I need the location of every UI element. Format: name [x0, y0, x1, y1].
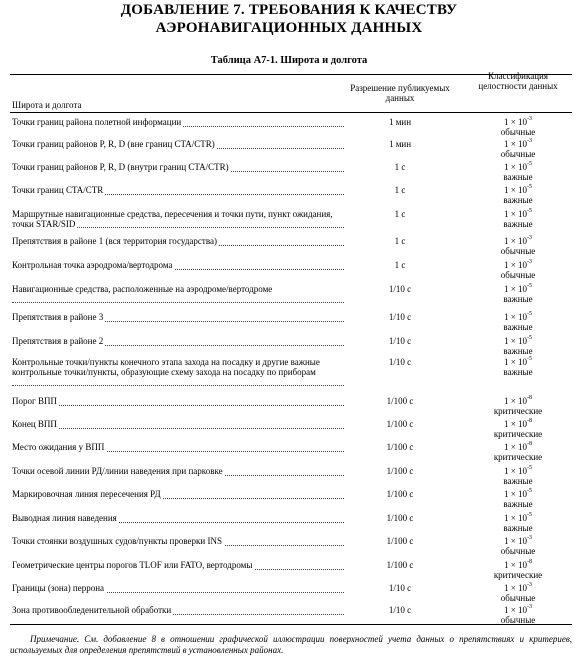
row-resolution: 1/10 с	[388, 605, 412, 615]
integrity-mantissa: 1 × 10	[503, 466, 528, 476]
integrity-exponent: -3	[527, 582, 533, 588]
row-name-cell	[12, 237, 344, 247]
row-resolution: 1/100 с	[386, 419, 414, 429]
integrity-exponent: -3	[527, 604, 533, 610]
row-classification	[464, 537, 572, 556]
row-resolution: 1 с	[394, 209, 406, 219]
row-name: Препятствия в районе 1 (вся территория государства)	[12, 236, 217, 246]
row-resolution: 1 с	[394, 260, 406, 270]
integrity-mantissa: 1 × 10	[503, 139, 528, 149]
row-classification	[464, 584, 572, 603]
row-resolution: 1/100 с	[386, 396, 414, 406]
row-classification	[464, 397, 572, 416]
integrity-category: важные	[503, 321, 533, 332]
row-name-cell	[12, 163, 344, 173]
row-classification	[464, 186, 572, 205]
table-header-rule	[10, 112, 572, 113]
integrity-mantissa: 1 × 10	[503, 284, 528, 294]
integrity-mantissa: 1 × 10	[503, 560, 528, 570]
integrity-category: важные	[503, 218, 533, 229]
integrity-exponent: -5	[527, 311, 533, 317]
row-classification	[464, 163, 572, 182]
row-name-cell	[12, 313, 344, 323]
row-resolution: 1 с	[394, 236, 406, 246]
integrity-mantissa: 1 × 10	[503, 419, 528, 429]
integrity-exponent: -5	[527, 161, 533, 167]
row-name: Точки осевой линии РД/линии наведения при парковке	[12, 466, 223, 476]
row-name: Границы (зона) перрона	[12, 583, 105, 593]
row-name-cell	[12, 210, 344, 229]
row-name: Точки стоянки воздушных судов/пункты проверки INS	[12, 536, 222, 546]
integrity-exponent: -5	[527, 335, 533, 341]
row-name-cell	[12, 140, 344, 150]
row-classification	[464, 237, 572, 256]
integrity-category: критические	[493, 428, 543, 439]
row-resolution: 1 мин	[388, 117, 412, 127]
row-classification	[464, 467, 572, 486]
row-name: Порог ВПП	[12, 396, 57, 406]
row-classification	[464, 337, 572, 356]
row-name: Точки границ района полетной информации	[12, 117, 182, 127]
row-name: Маркировочная линия пересечения РД	[12, 489, 161, 499]
column-header-name: Широта и долгота	[12, 100, 82, 110]
row-name-cell	[12, 514, 344, 524]
integrity-exponent: -5	[527, 356, 533, 362]
title-line-1: ДОБАВЛЕНИЕ 7. ТРЕБОВАНИЯ К КАЧЕСТВУ	[120, 2, 458, 18]
row-name-cell	[12, 337, 344, 347]
row-name: Точки границ районов P, R, D (вне границ CTA/CTR)	[12, 139, 215, 149]
integrity-exponent: -5	[527, 465, 533, 471]
row-resolution: 1/10 с	[388, 312, 412, 322]
integrity-exponent: -8	[527, 559, 533, 565]
row-classification	[464, 606, 572, 625]
column-header-resolution: Разрешение публикуемых данных	[350, 83, 450, 103]
integrity-category: обычные	[500, 592, 536, 603]
integrity-mantissa: 1 × 10	[503, 185, 528, 195]
row-name-cell	[12, 186, 344, 196]
integrity-category: критические	[493, 569, 543, 580]
row-classification	[464, 210, 572, 229]
row-classification	[464, 118, 572, 137]
row-name-cell	[12, 561, 344, 571]
integrity-exponent: -8	[527, 395, 533, 401]
row-classification	[464, 285, 572, 304]
integrity-category: важные	[503, 366, 533, 377]
integrity-exponent: -3	[527, 535, 533, 541]
integrity-exponent: -5	[527, 488, 533, 494]
integrity-mantissa: 1 × 10	[503, 536, 528, 546]
row-name-cell	[12, 261, 344, 271]
integrity-exponent: -5	[527, 283, 533, 289]
row-classification	[464, 514, 572, 533]
row-resolution: 1/100 с	[386, 513, 414, 523]
integrity-category: критические	[493, 405, 543, 416]
integrity-category: важные	[503, 522, 533, 533]
row-name-cell	[12, 285, 344, 295]
integrity-exponent: -3	[527, 235, 533, 241]
integrity-exponent: -8	[527, 441, 533, 447]
integrity-mantissa: 1 × 10	[503, 583, 528, 593]
row-name-cell	[12, 358, 344, 377]
integrity-mantissa: 1 × 10	[503, 336, 528, 346]
row-name: Выводная линия наведения	[12, 513, 117, 523]
row-classification	[464, 140, 572, 159]
dot-leader	[12, 385, 344, 386]
integrity-mantissa: 1 × 10	[503, 605, 528, 615]
integrity-exponent: -3	[527, 116, 533, 122]
row-name: Контрольные точки/пункты конечного этапа захода на посадку и другие важные контрольные точки/пункты, образующие схему захода на посадку по приборам	[12, 357, 320, 377]
integrity-mantissa: 1 × 10	[503, 117, 528, 127]
integrity-mantissa: 1 × 10	[503, 396, 528, 406]
row-name-cell	[12, 490, 344, 500]
row-name: Конец ВПП	[12, 419, 57, 429]
row-resolution: 1/100 с	[386, 536, 414, 546]
row-resolution: 1/100 с	[386, 560, 414, 570]
row-classification	[464, 358, 572, 377]
table-caption: Таблица А7-1. Широта и долгота	[210, 55, 368, 66]
row-name: Препятствия в районе 3	[12, 312, 104, 322]
integrity-mantissa: 1 × 10	[503, 357, 528, 367]
title-line-2: АЭРОНАВИГАЦИОННЫХ ДАННЫХ	[155, 20, 423, 36]
table-bottom-rule	[10, 624, 572, 625]
integrity-exponent: -5	[527, 184, 533, 190]
row-name-cell	[12, 537, 344, 547]
row-classification	[464, 443, 572, 462]
integrity-mantissa: 1 × 10	[503, 442, 528, 452]
dot-leader	[12, 428, 344, 429]
row-name: Геометрические центры порогов TLOF или FATO, вертодромы	[12, 560, 253, 570]
integrity-exponent: -8	[527, 418, 533, 424]
integrity-category: обычные	[500, 545, 536, 556]
row-resolution: 1/10 с	[388, 336, 412, 346]
row-name: Маршрутные навигационные средства, пересечения и точки пути, пункт ожидания, точки STAR/SID	[12, 209, 333, 229]
footnote: Примечание. См. добавление 8 в отношении графической иллюстрации поверхностей учета данных о препятствиях и критериев, используемых для определения препятствий в установленных районах.	[10, 634, 572, 655]
integrity-category: обычные	[500, 126, 536, 137]
integrity-mantissa: 1 × 10	[503, 513, 528, 523]
integrity-exponent: -3	[527, 138, 533, 144]
column-header-classification: Классификация целостности данных	[478, 71, 558, 91]
row-classification	[464, 420, 572, 439]
integrity-category: обычные	[500, 148, 536, 159]
row-name: Место ожидания у ВПП	[12, 442, 105, 452]
integrity-exponent: -5	[527, 512, 533, 518]
row-resolution: 1/10 с	[388, 583, 412, 593]
row-name: Препятствия в районе 2	[12, 336, 104, 346]
row-classification	[464, 490, 572, 509]
row-name-cell	[12, 397, 344, 407]
integrity-category: важные	[503, 345, 533, 356]
row-resolution: 1/10 с	[388, 357, 412, 367]
integrity-mantissa: 1 × 10	[503, 312, 528, 322]
document-title	[0, 1, 578, 37]
integrity-category: критические	[493, 451, 543, 462]
row-name-cell	[12, 118, 344, 128]
row-name: Точки границ районов P, R, D (внутри границ CTA/CTR)	[12, 162, 229, 172]
row-name-cell	[12, 467, 344, 477]
integrity-category: важные	[503, 498, 533, 509]
row-resolution: 1 мин	[388, 139, 412, 149]
integrity-mantissa: 1 × 10	[503, 209, 528, 219]
integrity-category: важные	[503, 475, 533, 486]
row-resolution: 1/100 с	[386, 466, 414, 476]
row-name: Навигационные средства, расположенные на аэродроме/вертодроме	[12, 284, 273, 294]
row-name-cell	[12, 584, 344, 594]
row-name: Точки границ CTA/CTR	[12, 185, 104, 195]
row-name-cell	[12, 606, 344, 616]
row-resolution: 1 с	[394, 162, 406, 172]
integrity-mantissa: 1 × 10	[503, 260, 528, 270]
integrity-category: важные	[503, 293, 533, 304]
row-classification	[464, 261, 572, 280]
row-name: Контрольная точка аэродрома/вертодрома	[12, 260, 173, 270]
integrity-mantissa: 1 × 10	[503, 162, 528, 172]
integrity-category: обычные	[500, 614, 536, 625]
row-resolution: 1/10 с	[388, 284, 412, 294]
integrity-category: важные	[503, 194, 533, 205]
integrity-mantissa: 1 × 10	[503, 489, 528, 499]
integrity-mantissa: 1 × 10	[503, 236, 528, 246]
integrity-category: обычные	[500, 245, 536, 256]
row-resolution: 1 с	[394, 185, 406, 195]
row-classification	[464, 561, 572, 580]
row-resolution: 1/100 с	[386, 489, 414, 499]
integrity-category: обычные	[500, 269, 536, 280]
row-name-cell	[12, 443, 344, 453]
row-name-cell	[12, 420, 344, 430]
row-classification	[464, 313, 572, 332]
row-name: Зона противообледенительной обработки	[12, 605, 172, 615]
dot-leader	[12, 405, 344, 406]
dot-leader	[12, 302, 344, 303]
integrity-category: важные	[503, 171, 533, 182]
row-resolution: 1/100 с	[386, 442, 414, 452]
integrity-exponent: -3	[527, 259, 533, 265]
integrity-exponent: -5	[527, 208, 533, 214]
